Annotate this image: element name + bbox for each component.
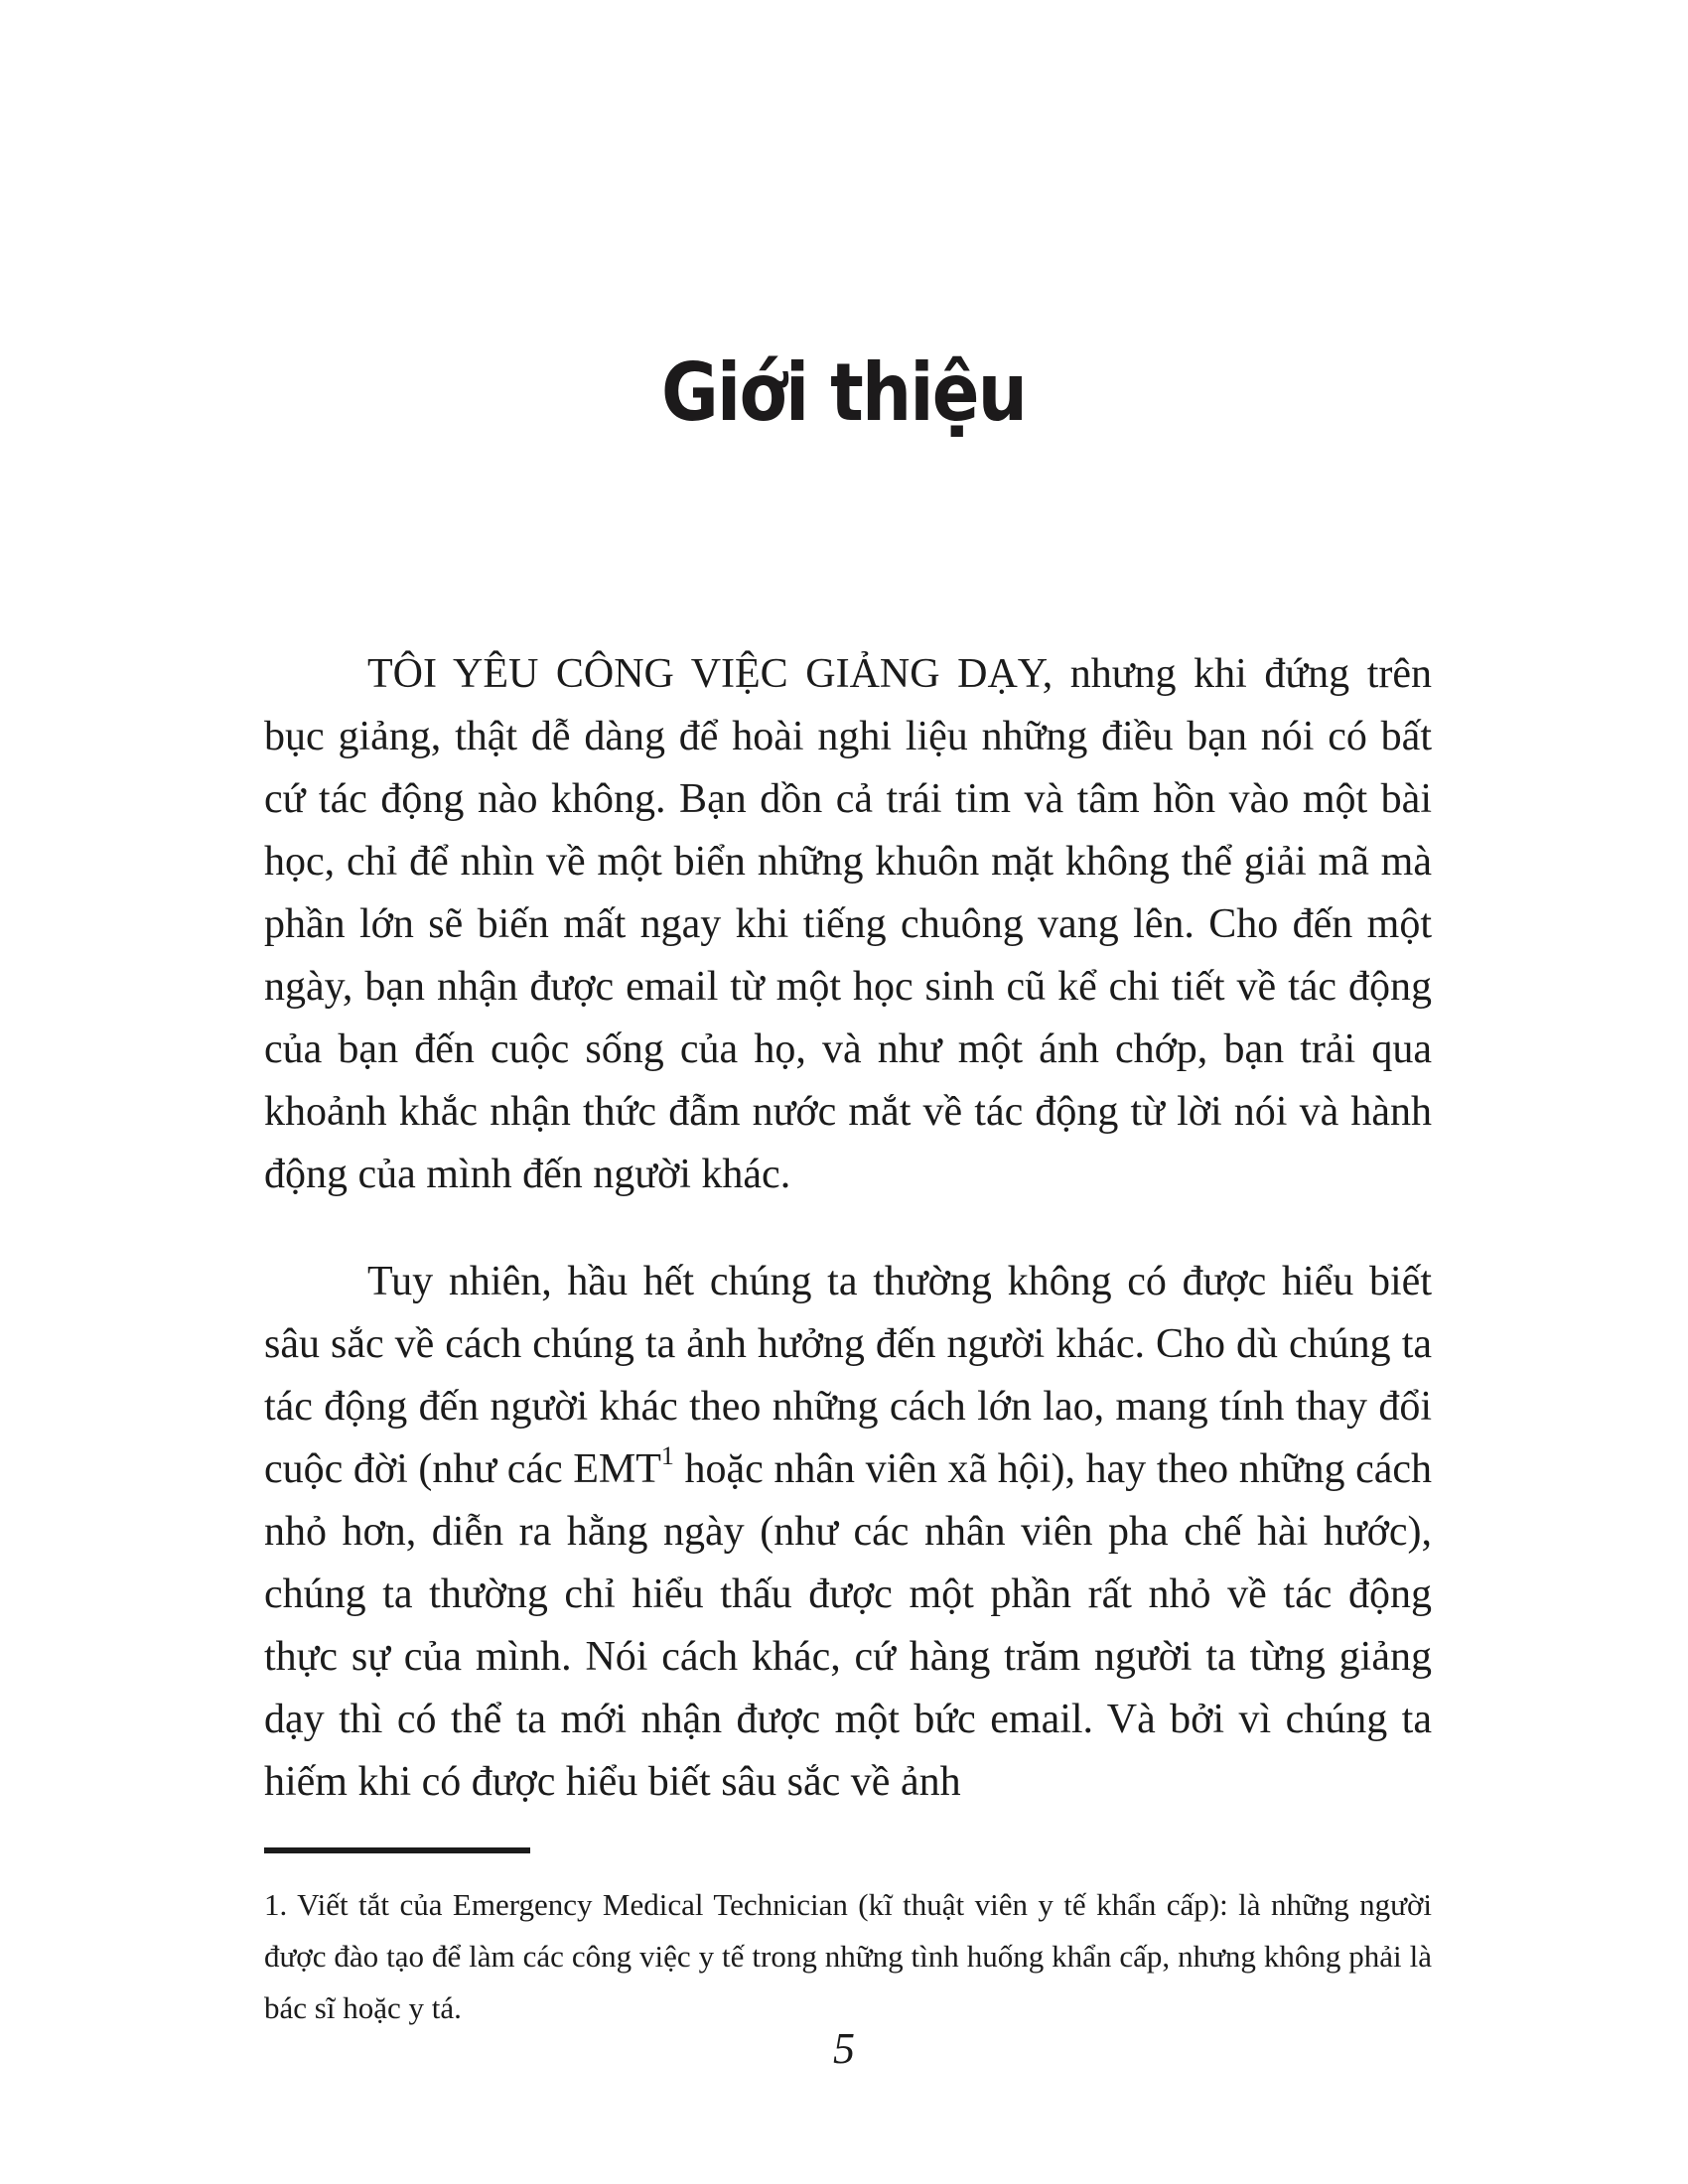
body-paragraph-2: [264, 1251, 1432, 1814]
chapter-title: [0, 346, 1688, 439]
body-text-block: [264, 643, 1432, 2034]
page-number: 5: [833, 2024, 855, 2073]
paragraph-2-text-after-marker: hoặc nhân viên xã hội), hay theo những cách nhỏ hơn, diễn ra hằng ngày (như các nhân viên pha chế hài hước), chúng ta thường chỉ hiểu thấu được một phần rất nhỏ về tác động thực sự của mình. Nói cách khác, cứ hàng trăm người ta từng giảng dạy thì có thể ta mới nhận được một bức email. Và bởi vì chúng ta hiếm khi có được hiểu biết sâu sắc về ảnh: [264, 1446, 1432, 1805]
footnote-text: 1. Viết tắt của Emergency Medical Technician (kĩ thuật viên y tế khẩn cấp): là những người được đào tạo để làm các công việc y tế trong những tình huống khẩn cấp, nhưng không phải là bác sĩ hoặc y tá.: [264, 1887, 1432, 2025]
footnote-separator-rule: [264, 1847, 530, 1853]
chapter-title-text: Giới thiệu: [661, 346, 1027, 439]
footnote-marker-superscript: 1: [660, 1441, 674, 1470]
body-paragraph-1: TÔI YÊU CÔNG VIỆC GIẢNG DẠY, nhưng khi đứng trên bục giảng, thật dễ dàng để hoài nghi liệu những điều bạn nói có bất cứ tác động nào không. Bạn dồn cả trái tim và tâm hồn vào một bài học, chỉ để nhìn về một biển những khuôn mặt không thể giải mã mà phần lớn sẽ biến mất ngay khi tiếng chuông vang lên. Cho đến một ngày, bạn nhận được email từ một học sinh cũ kể chi tiết về tác động của bạn đến cuộc sống của họ, và như một ánh chớp, bạn trải qua khoảnh khắc nhận thức đẫm nước mắt về tác động từ lời nói và hành động của mình đến người khác.: [264, 651, 1432, 1197]
paragraph-2-text-before-marker: Tuy nhiên, hầu hết chúng ta thường không có được hiểu biết sâu sắc về cách chúng ta ảnh hưởng đến người khác. Cho dù chúng ta tác động đến người khác theo những cách lớn lao, mang tính thay đổi cuộc đời (như các EMT: [264, 1259, 1432, 1492]
footnote-block: [264, 1847, 1432, 2034]
